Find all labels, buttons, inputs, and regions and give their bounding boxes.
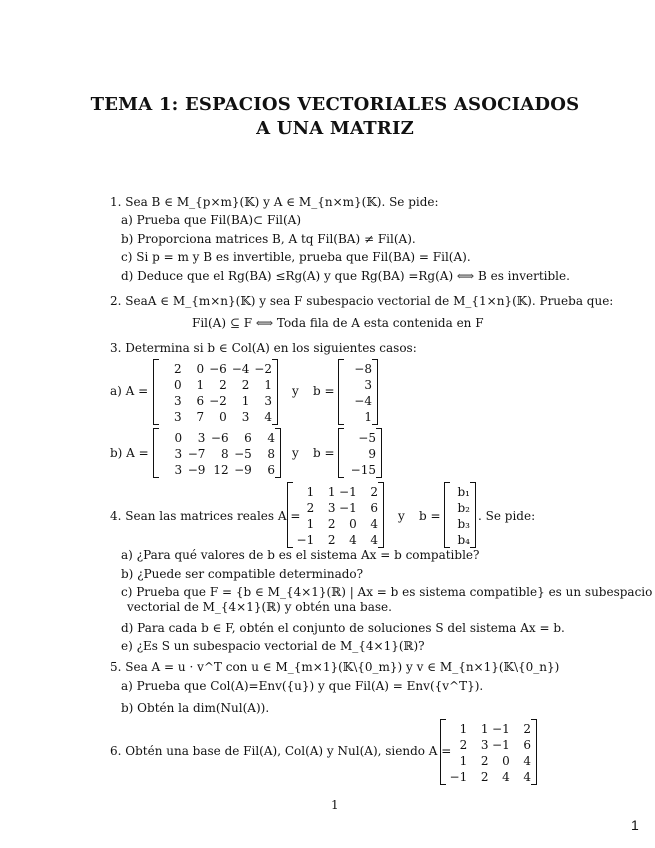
matrix-cell: 1 [459,754,468,768]
matrix-cell: 3 [364,378,372,392]
ex5-a: a) Prueba que Col(A)=Env({u}) y que Fil(A) = Env({v^T}). [121,679,484,693]
matrix-cell: −4 [231,362,250,376]
ex4-tail: . Se pide: [478,509,536,523]
matrix-cell: −1 [449,770,468,784]
matrix-cell: 12 [213,463,229,477]
matrix-cell: 3 [241,410,250,424]
matrix-cell: 2 [480,770,489,784]
matrix-cell: −9 [187,463,206,477]
matrix-cell: 8 [220,447,229,461]
matrix-cell: −6 [210,431,229,445]
matrix-cell: 2 [480,754,489,768]
matrix-cell: 0 [349,517,357,531]
ex1-d: d) Deduce que el Rg(BA) ≤Rg(A) y que Rg(BA) =Rg(A) ⟺ B es invertible. [121,269,570,283]
matrix-cell: b₄ [457,533,470,547]
matrix-cell: b₁ [457,485,470,499]
matrix-cell: b₂ [457,501,470,515]
vector-b-3a-grid [344,361,372,423]
page-number: 1 [331,798,339,812]
matrix-cell: 6 [196,394,205,408]
matrix-A-3a [153,359,278,425]
ex5-intro: 5. Sea A = u · v^T con u ∈ M_{m×1}(𝕂\{0_m}) y v ∈ M_{n×1}(𝕂\{0_n}) [110,660,560,674]
matrix-cell: −1 [339,485,357,499]
matrix-cell: 9 [368,447,376,461]
matrix-cell: 7 [196,410,205,424]
matrix-cell: −1 [339,501,357,515]
corner-number: 1 [631,817,639,833]
matrix-cell: 6 [523,738,531,752]
vector-b-4-grid [450,484,470,546]
matrix-cell: 4 [349,533,357,547]
matrix-cell: −2 [209,394,227,408]
matrix-cell: 1 [459,722,468,736]
matrix-cell: 1 [364,410,372,424]
matrix-cell: 4 [523,770,531,784]
ex3-b-y: y [292,446,299,460]
matrix-cell: 6 [244,431,252,445]
ex3-b-label: b) A = [110,446,149,460]
matrix-cell: 2 [523,722,531,736]
matrix-cell: −4 [354,394,372,408]
matrix-cell: 2 [241,378,250,392]
matrix-cell: 2 [327,517,336,531]
matrix-A-3b-grid [159,430,275,476]
ex5-b: b) Obtén la dim(Nul(A)). [121,701,270,715]
matrix-cell: 2 [327,533,336,547]
ex6-intro: 6. Obtén una base de Fil(A), Col(A) y Nul(A), siendo A = [110,744,452,758]
matrix-cell: −1 [296,533,315,547]
matrix-cell: 2 [459,738,468,752]
vector-b-3b-grid [344,430,376,476]
ex4-c-line1: c) Prueba que F = {b ∈ M_{4×1}(ℝ) | Ax = b es sistema compatible} es un subespacio [121,585,653,599]
matrix-cell: −1 [492,722,510,736]
matrix-cell: −8 [354,362,372,376]
ex4-y: y [398,509,405,523]
matrix-cell: −1 [492,738,510,752]
matrix-cell: 3 [480,738,489,752]
matrix-cell: 1 [306,517,315,531]
matrix-cell: −7 [187,447,206,461]
vector-b-3a [338,359,378,425]
matrix-cell: 2 [370,485,378,499]
ex4-e: e) ¿Es S un subespacio vectorial de M_{4×1}(ℝ)? [121,639,425,653]
ex1-a: a) Prueba que Fil(BA)⊂ Fil(A) [121,213,302,227]
matrix-cell: 1 [327,485,336,499]
ex3-b-b-label: b = [313,446,335,460]
matrix-cell: 3 [174,447,183,461]
ex1-b: b) Proporciona matrices B, A tq Fil(BA) ≠ Fil(A). [121,232,416,246]
matrix-A-4 [287,482,384,548]
title-line-1: TEMA 1: ESPACIOS VECTORIALES ASOCIADOS [90,94,580,115]
matrix-cell: 1 [480,722,489,736]
matrix-A-6 [440,719,537,785]
ex3-intro: 3. Determina si b ∈ Col(A) en los siguientes casos: [110,341,417,355]
vector-b-3b [338,428,382,478]
matrix-cell: 2 [219,378,227,392]
matrix-cell: −5 [234,447,252,461]
matrix-cell: 1 [306,485,315,499]
matrix-cell: −5 [358,431,376,445]
matrix-cell: 1 [264,378,272,392]
ex1-intro: 1. Sea B ∈ M_{p×m}(𝕂) y A ∈ M_{n×m}(𝕂). Se pide: [110,195,439,209]
ex1-c: c) Si p = m y B es invertible, prueba que Fil(BA) = Fil(A). [121,250,471,264]
matrix-A-4-grid [293,484,378,546]
matrix-cell: 6 [370,501,378,515]
ex4-d: d) Para cada b ∈ F, obtén el conjunto de soluciones S del sistema Ax = b. [121,621,565,635]
matrix-cell: 3 [264,394,272,408]
ex4-intro: 4. Sean las matrices reales A = [110,509,301,523]
ex2-intro: 2. SeaA ∈ M_{m×n}(𝕂) y sea F subespacio vectorial de M_{1×n}(𝕂). Prueba que: [110,294,614,308]
matrix-cell: 1 [196,378,205,392]
matrix-cell: 0 [196,362,205,376]
ex2-equation: Fil(A) ⊆ F ⟺ Toda fila de A esta contenida en F [192,316,484,330]
matrix-cell: 2 [306,501,315,515]
matrix-cell: 0 [219,410,227,424]
vector-b-4 [444,482,476,548]
matrix-cell: 1 [241,394,250,408]
matrix-cell: 3 [174,463,183,477]
ex4-a: a) ¿Para qué valores de b es el sistema Ax = b compatible? [121,548,480,562]
ex3-a-label: a) A = [110,384,149,398]
matrix-cell: 6 [267,463,275,477]
matrix-cell: 0 [174,431,183,445]
matrix-cell: 8 [267,447,275,461]
matrix-cell: 3 [327,501,336,515]
matrix-cell: 4 [370,517,378,531]
matrix-cell: −15 [350,463,376,477]
matrix-cell: 4 [523,754,531,768]
matrix-cell: b₃ [457,517,470,531]
matrix-cell: 3 [173,410,182,424]
matrix-A-3a-grid [159,361,272,423]
ex3-a-y: y [292,384,299,398]
matrix-A-3b [153,428,281,478]
ex4-c-line2: vectorial de M_{4×1}(ℝ) y obtén una base. [127,600,392,614]
matrix-cell: 3 [197,431,206,445]
matrix-cell: 3 [173,394,182,408]
matrix-cell: −2 [254,362,272,376]
matrix-cell: −6 [209,362,227,376]
matrix-cell: 4 [264,410,272,424]
matrix-cell: 2 [173,362,182,376]
matrix-cell: −9 [234,463,252,477]
matrix-cell: 4 [370,533,378,547]
matrix-cell: 0 [173,378,182,392]
matrix-cell: 4 [502,770,510,784]
title-line-2: A UNA MATRIZ [256,118,414,139]
ex3-a-b-label: b = [313,384,335,398]
matrix-cell: 0 [502,754,510,768]
matrix-A-6-grid [446,721,531,783]
ex4-b: b) ¿Puede ser compatible determinado? [121,567,364,581]
ex4-b-label: b = [419,509,441,523]
matrix-cell: 4 [267,431,275,445]
